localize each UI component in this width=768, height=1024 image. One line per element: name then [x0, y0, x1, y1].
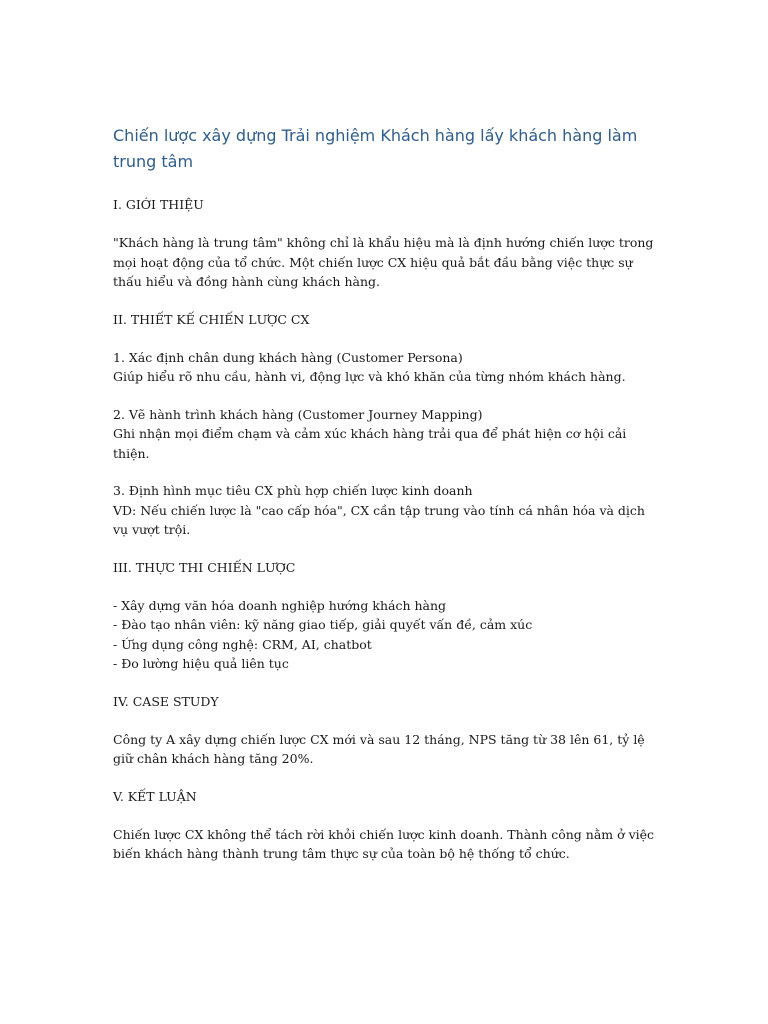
- section-heading-case-study: IV. CASE STUDY: [113, 693, 219, 709]
- cx-design-item: [113, 405, 658, 464]
- cx-design-item: [113, 481, 658, 540]
- list-item: - Đo lường hiệu quả liên tục: [113, 656, 289, 671]
- section-heading-introduction: I. GIỚI THIỆU: [113, 197, 204, 212]
- document-title: Chiến lược xây dựng Trải nghiệm Khách hàng lấy khách hàng làm trung tâm: [113, 126, 638, 171]
- section-heading-cx-design: II. THIẾT KẾ CHIẾN LƯỢC CX: [113, 311, 310, 327]
- list-item: - Xây dựng văn hóa doanh nghiệp hướng khách hàng: [113, 597, 447, 613]
- cx-design-item-text: Ghi nhận mọi điểm chạm và cảm xúc khách hàng trải qua để phát hiện cơ hội cải thiện.: [113, 426, 627, 461]
- introduction-paragraph: "Khách hàng là trung tâm" không chỉ là khẩu hiệu mà là định hướng chiến lược trong mọi hoạt động của tổ chức. Một chiến lược CX hiệu quả bắt đầu bằng việc thực sự thấu hiểu và đồng hành cùng khách hàng.: [113, 235, 654, 289]
- list-item: - Đào tạo nhân viên: kỹ năng giao tiếp, giải quyết vấn đề, cảm xúc: [113, 617, 533, 632]
- list-item: - Ứng dụng công nghệ: CRM, AI, chatbot: [113, 636, 372, 652]
- section-heading-conclusion: V. KẾT LUẬN: [113, 788, 197, 804]
- cx-design-item-text: VD: Nếu chiến lược là "cao cấp hóa", CX cần tập trung vào tính cá nhân hóa và dịch vụ vượt trội.: [113, 502, 645, 537]
- cx-design-item-title: 2. Vẽ hành trình khách hàng (Customer Journey Mapping): [113, 406, 483, 422]
- cx-design-item-title: 3. Định hình mục tiêu CX phù hợp chiến lược kinh doanh: [113, 483, 473, 498]
- execution-list: [113, 596, 658, 674]
- cx-design-item: [113, 348, 658, 387]
- conclusion-paragraph: Chiến lược CX không thể tách rời khỏi chiến lược kinh doanh. Thành công nằm ở việc biến khách hàng thành trung tâm thực sự của toàn bộ hệ thống tổ chức.: [113, 826, 655, 861]
- case-study-paragraph: Công ty A xây dựng chiến lược CX mới và sau 12 tháng, NPS tăng từ 38 lên 61, tỷ lệ giữ chân khách hàng tăng 20%.: [113, 731, 645, 766]
- section-heading-execution: III. THỰC THI CHIẾN LƯỢC: [113, 559, 296, 575]
- cx-design-item-text: Giúp hiểu rõ nhu cầu, hành vi, động lực và khó khăn của từng nhóm khách hàng.: [113, 369, 626, 384]
- document-page: [113, 123, 658, 882]
- cx-design-item-title: 1. Xác định chân dung khách hàng (Customer Persona): [113, 349, 463, 365]
